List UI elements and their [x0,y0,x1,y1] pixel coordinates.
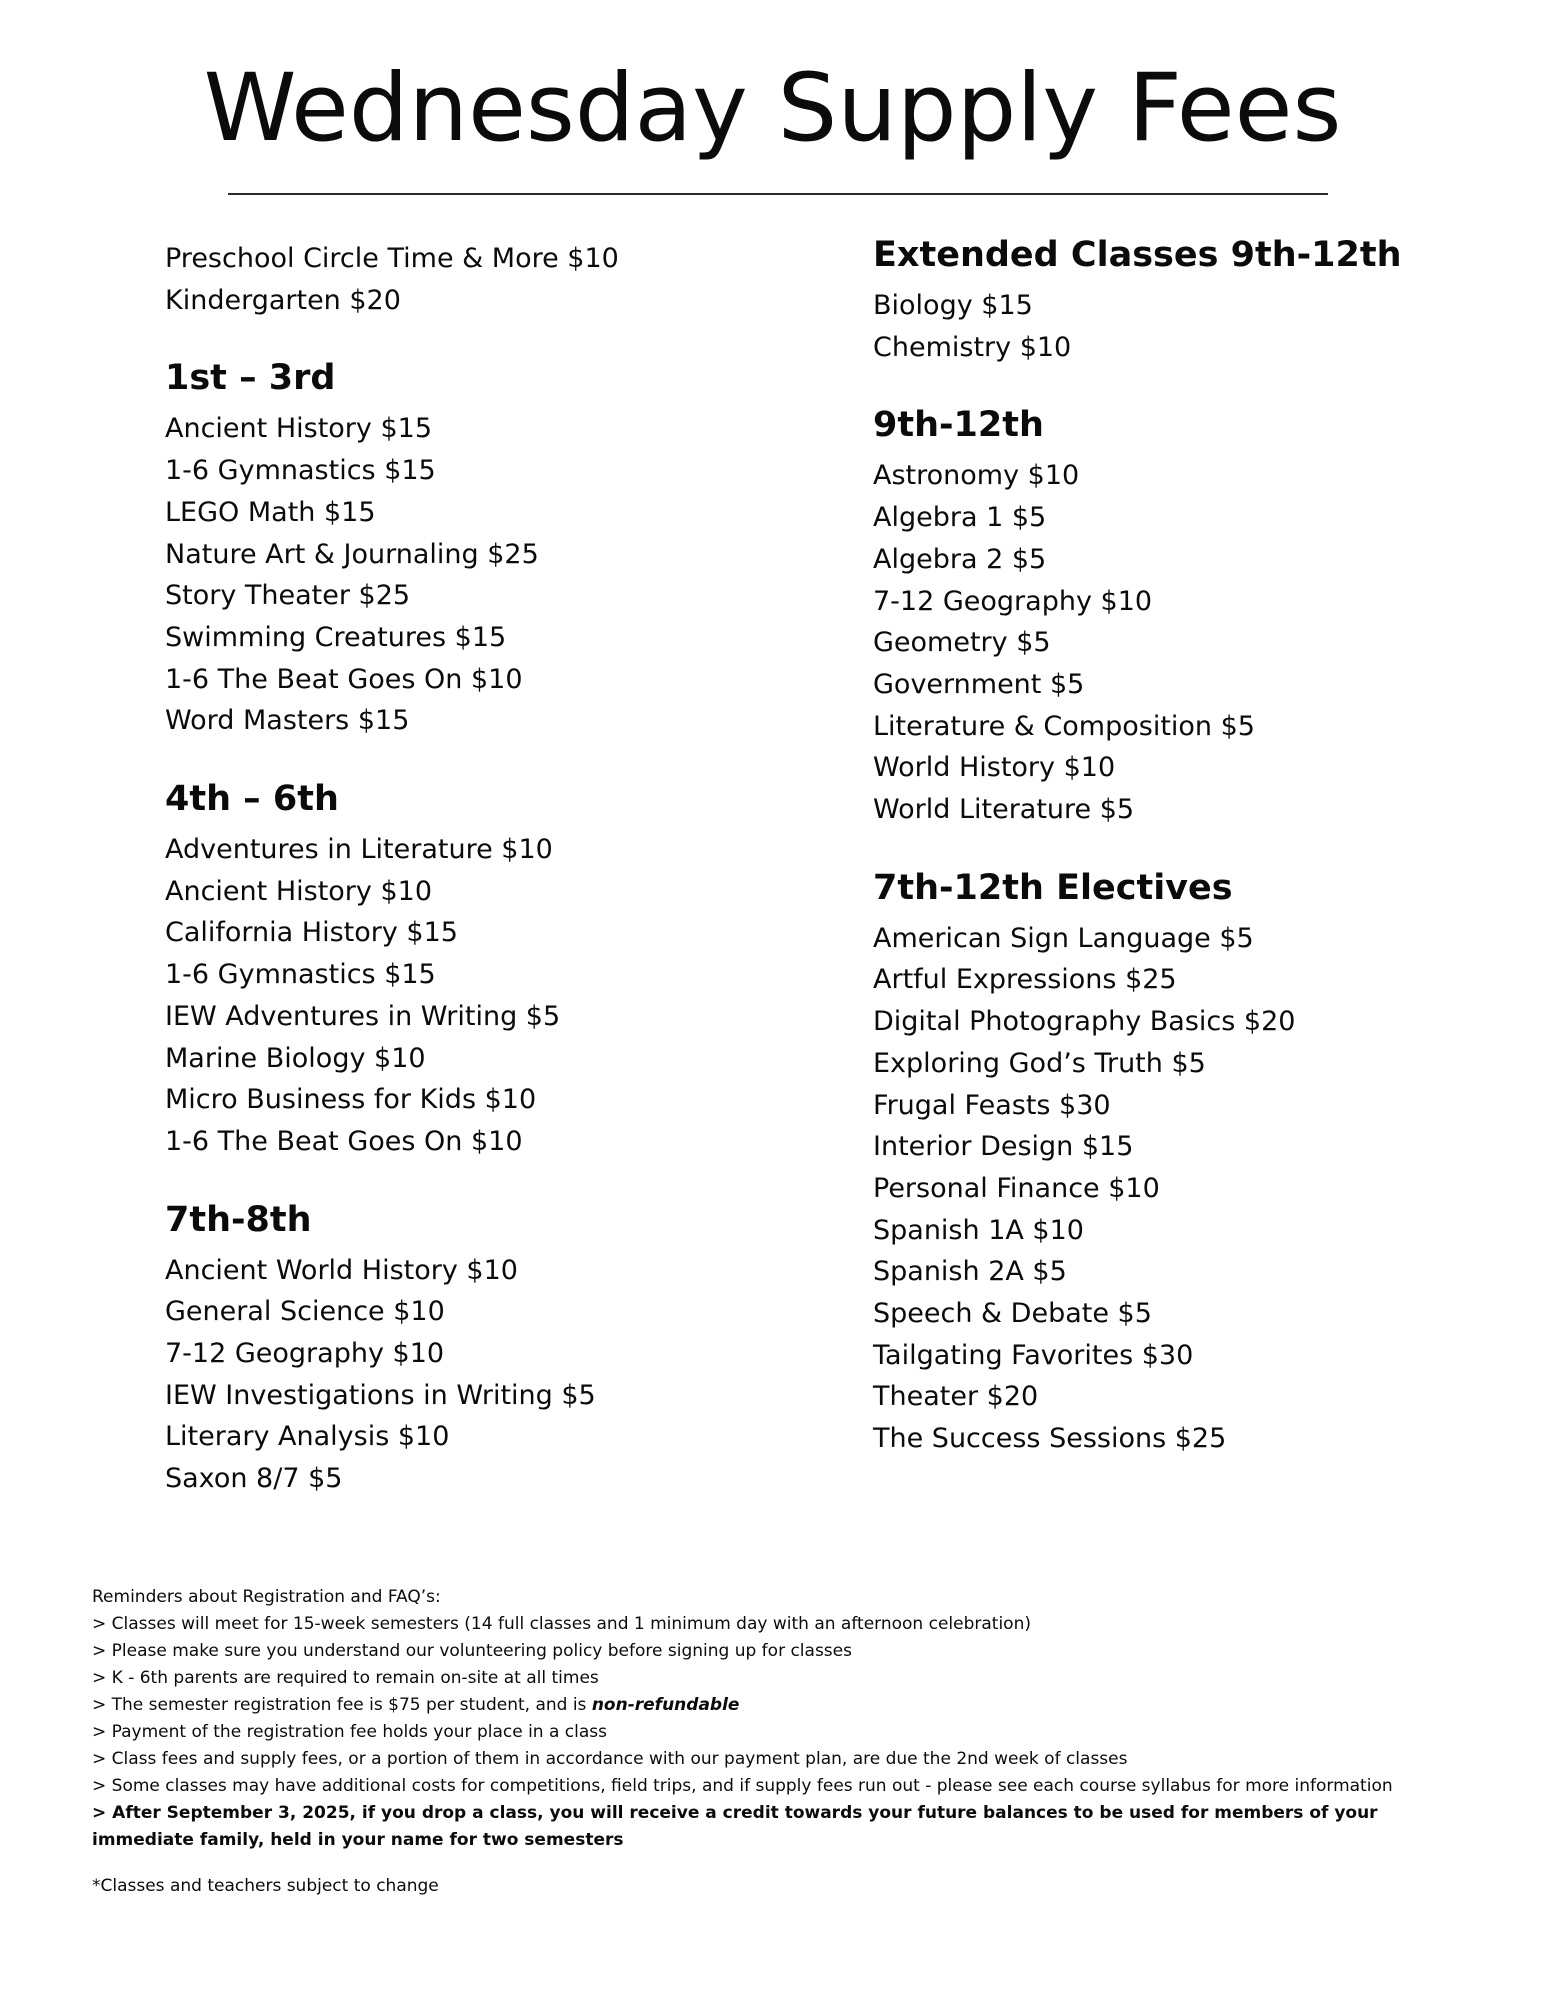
class-fee-item: Story Theater $25 [165,580,411,612]
reminder-line-registration-fee [92,1692,1472,1719]
reminder-line: > Payment of the registration fee holds your place in a class [92,1722,608,1742]
class-fee-item: Theater $20 [873,1381,1039,1413]
registration-reminders [92,1584,1472,1854]
class-fee-item: Marine Biology $10 [165,1042,426,1074]
class-fee-item: Biology $15 [873,290,1033,321]
class-fee-item: 1-6 The Beat Goes On $10 [165,1125,523,1157]
disclaimer: *Classes and teachers subject to change [92,1876,439,1896]
class-fee-item: 1-6 Gymnastics $15 [165,455,436,487]
class-fee-item: General Science $10 [165,1296,445,1328]
section-early-learning [165,238,805,321]
class-fee-item: World Literature $5 [873,794,1135,826]
drop-class-policy-text: After September 3, 2025, if you drop a class, you will receive a credit towards your future balances to be used for members of your immediate family, held in your name for two semesters [92,1803,1378,1850]
right-column [873,235,1493,1500]
section-heading: 9th-12th [873,405,1044,446]
class-fee-item: Saxon 8/7 $5 [165,1463,343,1495]
class-fee-item: American Sign Language $5 [873,922,1254,954]
class-fee-item: The Success Sessions $25 [873,1423,1227,1455]
class-fee-item: Ancient World History $10 [165,1254,518,1286]
section-7th-12th-electives [873,867,1493,1460]
class-fee-item: Personal Finance $10 [873,1172,1160,1204]
page-title: Wednesday Supply Fees [203,54,1342,163]
class-fee-item: Kindergarten $20 [165,284,401,316]
registration-fee-text: > The semester registration fee is $75 per student, and is [92,1695,592,1715]
section-extended-classes-9th-12th [873,235,1493,368]
class-fee-item: IEW Investigations in Writing $5 [165,1379,596,1411]
class-fee-item: Literature & Composition $5 [873,710,1255,742]
section-1st-3rd [165,358,805,742]
class-fee-item: Ancient History $10 [165,875,432,907]
class-fee-item: Literary Analysis $10 [165,1421,450,1453]
reminder-line: > K - 6th parents are required to remain on-site at all times [92,1668,599,1688]
class-fee-item: IEW Adventures in Writing $5 [165,1000,561,1032]
section-4th-6th [165,779,805,1163]
reminders-heading: Reminders about Registration and FAQ’s: [92,1587,441,1607]
reminder-line: > Classes will meet for 15-week semesters (14 full classes and 1 minimum day with an afternoon celebration) [92,1614,1031,1634]
reminder-line: > Please make sure you understand our volunteering policy before signing up for classes [92,1641,852,1661]
class-fee-item: Geometry $5 [873,627,1051,659]
reminder-line: > Some classes may have additional costs for competitions, field trips, and if supply fees run out - please see each course syllabus for more information [92,1776,1393,1796]
drop-class-policy [92,1800,1472,1854]
class-fee-item: World History $10 [873,752,1116,784]
section-heading: 4th – 6th [165,779,339,820]
class-fee-item: Chemistry $10 [873,331,1072,363]
class-fee-item: Nature Art & Journaling $25 [165,538,539,570]
section-heading: Extended Classes 9th-12th [873,235,1402,275]
class-fee-item: Astronomy $10 [873,460,1080,492]
left-column [165,238,805,1540]
class-fee-item: Algebra 2 $5 [873,543,1047,575]
section-7th-8th [165,1199,805,1500]
reminder-line: > Class fees and supply fees, or a portion of them in accordance with our payment plan, are due the 2nd week of classes [92,1749,1128,1769]
class-fee-item: Micro Business for Kids $10 [165,1084,537,1116]
class-fee-item: Spanish 2A $5 [873,1256,1067,1288]
class-fee-item: Government $5 [873,668,1085,700]
class-fee-item: Spanish 1A $10 [873,1214,1084,1246]
section-heading: 7th-8th [165,1199,312,1240]
class-fee-item: California History $15 [165,917,458,949]
class-fee-item: 1-6 The Beat Goes On $10 [165,663,523,695]
section-9th-12th [873,405,1493,830]
title-divider [228,193,1328,195]
class-fee-item: Exploring God’s Truth $5 [873,1047,1206,1079]
class-fee-item: Adventures in Literature $10 [165,834,553,866]
class-fee-item: Speech & Debate $5 [873,1298,1152,1330]
class-fee-item: Tailgating Favorites $30 [873,1339,1194,1371]
class-fee-item: 7-12 Geography $10 [165,1338,445,1370]
class-fee-item: Swimming Creatures $15 [165,621,507,653]
class-fee-item: LEGO Math $15 [165,496,376,528]
class-fee-item: Artful Expressions $25 [873,964,1177,996]
class-fee-item: Digital Photography Basics $20 [873,1006,1296,1038]
non-refundable-emphasis: non-refundable [591,1695,740,1715]
section-heading: 7th-12th Electives [873,867,1233,908]
bullet-marker: > [92,1803,113,1823]
class-fee-item: 7-12 Geography $10 [873,585,1153,617]
class-fee-item: Preschool Circle Time & More $10 [165,243,619,274]
class-fee-item: Interior Design $15 [873,1131,1134,1163]
section-heading: 1st – 3rd [165,358,336,399]
class-fee-item: Algebra 1 $5 [873,502,1047,534]
class-fee-item: 1-6 Gymnastics $15 [165,959,436,991]
class-fee-item: Ancient History $15 [165,413,432,445]
class-fee-item: Word Masters $15 [165,705,410,737]
class-fee-item: Frugal Feasts $30 [873,1089,1111,1121]
